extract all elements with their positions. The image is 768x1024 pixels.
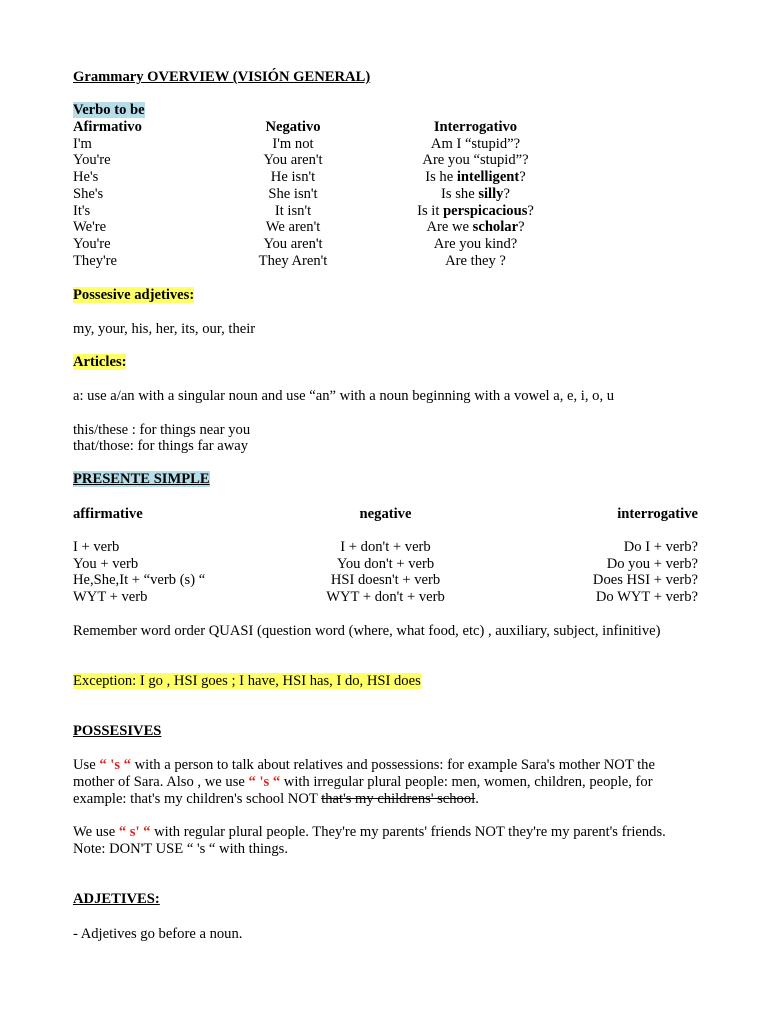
cell-int: Is he intelligent? [425, 169, 526, 186]
table-row [73, 152, 588, 169]
col-interrogativo: Interrogativo [433, 119, 518, 135]
cell-neg: I'm not [272, 135, 314, 152]
cell-neg: She isn't [268, 185, 318, 202]
table-row [73, 136, 588, 153]
table-row [73, 203, 588, 220]
table-row: I + verb I + don't + verb Do I + verb? [73, 539, 698, 555]
cell-int: Am I “stupid”? [430, 135, 521, 152]
articles-line-3: that/those: for things far away [73, 438, 249, 454]
cell-int: Are we scholar? [426, 219, 525, 236]
cell-neg: It isn't [274, 202, 312, 219]
cell-aff: She's [73, 185, 104, 202]
cell-aff: You're [73, 152, 111, 169]
col-affirmative: affirmative [73, 506, 143, 522]
cell-neg: They Aren't [258, 252, 328, 269]
cell-int: Are you kind? [433, 235, 518, 252]
possessives-heading: POSSESIVES [73, 723, 162, 739]
table-row [73, 186, 588, 203]
cell-neg: You aren't [263, 235, 323, 252]
verb-to-be-heading [73, 102, 145, 119]
articles-line-2: this/these : for things near you [73, 422, 251, 438]
cell-int: Are you “stupid”? [422, 152, 529, 169]
present-simple-table [73, 539, 698, 606]
cell-aff: You're [73, 235, 111, 252]
possessives-paragraph-2: We use “ s' “ with regular plural people. They're my parents' friends NOT they're my parent's friends. Note: DON'T USE “ 's “ with things. [73, 824, 666, 857]
cell-aff: We're [73, 219, 107, 236]
cell-neg: He isn't [270, 169, 316, 186]
present-simple-heading: PRESENTE SIMPLE [73, 471, 210, 487]
cell-neg: We aren't [265, 219, 321, 236]
cell-aff: They're [73, 252, 117, 269]
col-negative: negative [359, 506, 412, 522]
verb-to-be-table [73, 119, 588, 269]
page-title: Grammary OVERVIEW (VISIÓN GENERAL) [73, 69, 371, 85]
col-interrogative: interrogative [617, 506, 698, 522]
table-row: WYT + verb WYT + don't + verb Do WYT + verb? [73, 589, 698, 606]
cell-int: Is it perspicacious? [417, 202, 534, 219]
table-row [73, 219, 588, 236]
table-row [73, 253, 588, 270]
adjectives-line-1: - Adjetives go before a noun. [73, 926, 243, 942]
articles-line-1: a: use a/an with a singular noun and use “an” with a noun beginning with a vowel a, e, i, o, u [73, 388, 615, 404]
cell-int: Is she silly? [441, 185, 510, 202]
exception-note: Exception: I go , HSI goes ; I have, HSI has, I do, HSI does [73, 673, 421, 689]
possessive-adjectives-heading: Possesive adjetives: [73, 287, 195, 303]
remember-word-order: Remember word order QUASI (question word (where, what food, etc) , auxiliary, subject, infinitive) [73, 623, 661, 639]
table-header-row [73, 119, 588, 136]
possessive-adjectives-list: my, your, his, her, its, our, their [73, 321, 256, 337]
cell-aff: It's [73, 202, 91, 219]
articles-heading: Articles: [73, 354, 127, 370]
table-row [73, 236, 588, 253]
possessives-paragraph-1: Use “ 's “ with a person to talk about relatives and possessions: for example Sara's mother NOT the mother of Sara. Also , we use “ 's “ with irregular plural people: men, women, children, people, for example: that's my children's school NOT that's my childrens' school. [73, 757, 655, 807]
col-afirmativo: Afirmativo [73, 119, 142, 135]
table-row [73, 169, 588, 186]
cell-aff: He's [73, 169, 99, 186]
verb-to-be-heading-text: Verbo to be [73, 102, 145, 118]
cell-aff: I'm [73, 135, 92, 152]
col-negativo: Negativo [265, 119, 321, 135]
adjectives-heading: ADJETIVES: [73, 891, 160, 907]
cell-neg: You aren't [263, 152, 323, 169]
table-row: You + verb You don't + verb Do you + verb? [73, 555, 698, 572]
table-row: He,She,It + “verb (s) “ HSI doesn't + verb Does HSI + verb? [73, 572, 698, 589]
present-simple-header [73, 506, 698, 523]
cell-int: Are they ? [445, 252, 506, 269]
